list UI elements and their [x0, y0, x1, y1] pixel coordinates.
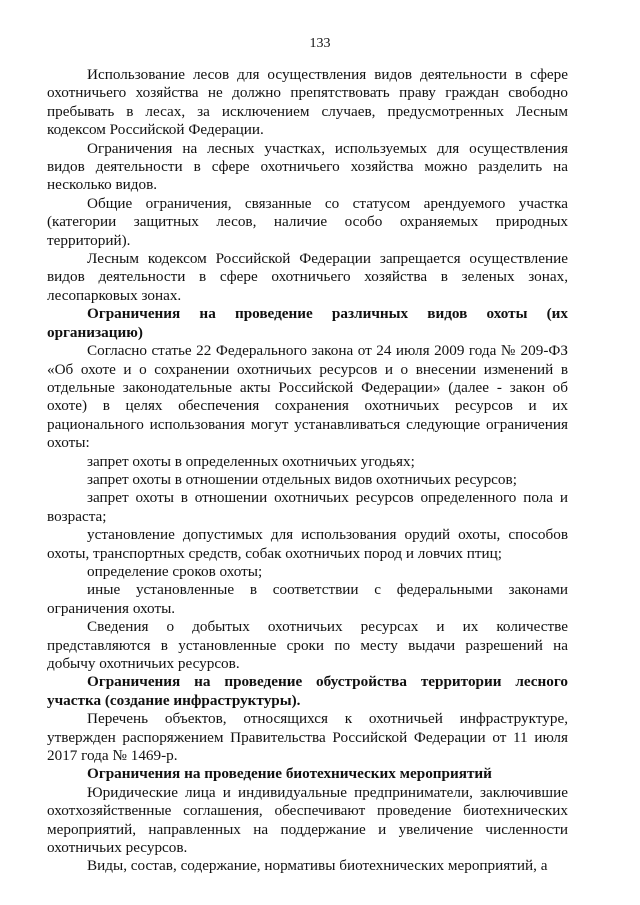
paragraph-forest-code-ban: Лесным кодексом Российской Федерации запрещается осуществление видов деятельности в сфере охотничьего хозяйства в зеленых зонах, лесопарковых зонах.	[47, 250, 568, 304]
list-item: иные установленные в соответствии с федеральными законами ограничения охоты.	[47, 581, 568, 617]
paragraph-catch-reporting: Сведения о добытых охотничьих ресурсах и их количестве представляются в установленные сроки по месту выдачи разрешений на добычу охотничьих ресурсов.	[47, 618, 568, 672]
list-item: запрет охоты в отношении отдельных видов охотничьих ресурсов;	[87, 470, 517, 488]
document-body	[47, 66, 568, 876]
page-number: 133	[309, 36, 331, 51]
list-item: запрет охоты в отношении охотничьих ресурсов определенного пола и возраста;	[47, 489, 568, 525]
paragraph-biotechnical-measures: Юридические лица и индивидуальные предприниматели, заключившие охотхозяйственные соглашения, обеспечивают проведение биотехнических мероприятий, направленных на поддержание и увеличение численности охотничьих ресурсов.	[47, 783, 568, 857]
list-item: определение сроков охоты;	[87, 562, 263, 580]
list-item: установление допустимых для использования орудий охоты, способов охоты, транспортных средств, собак охотничьих пород и ловчих птиц;	[47, 526, 568, 562]
paragraph-restrictions-types: Ограничения на лесных участках, используемых для осуществления видов деятельности в сфере охотничьего хозяйства можно разделить на несколько видов.	[47, 139, 568, 194]
paragraph-law-article-22: Согласно статье 22 Федерального закона от 24 июля 2009 года № 209-ФЗ «Об охоте и о сохранении охотничьих ресурсов и о внесении изменений в отдельные законодательные акты Российской Федерации» (далее - закон об охоте) в целях обеспечения сохранения охотничьих ресурсов и их рационального использования могут устанавливаться следующие ограничения охоты:	[47, 342, 568, 452]
list-item: запрет охоты в определенных охотничьих угодьях;	[87, 452, 415, 470]
paragraph-biotechnical-norms: Виды, состав, содержание, нормативы биотехнических мероприятий, а	[87, 857, 548, 875]
heading-hunting-restrictions: Ограничения на проведение различных видов охоты (их организацию)	[47, 305, 568, 341]
heading-biotechnical-restrictions: Ограничения на проведение биотехнических мероприятий	[87, 765, 492, 783]
paragraph-general-restrictions: Общие ограничения, связанные со статусом арендуемого участка (категории защитных лесов, наличие особо охраняемых природных территорий).	[47, 194, 568, 249]
paragraph-infrastructure-list: Перечень объектов, относящихся к охотничьей инфраструктуре, утвержден распоряжением Правительства Российской Федерации от 11 июля 2017 года № 1469-р.	[47, 710, 568, 765]
paragraph-forest-use-rights: Использование лесов для осуществления видов деятельности в сфере охотничьего хозяйства не должно препятствовать праву граждан свободно пребывать в лесах, за исключением случаев, предусмотренных Лесным кодексом Российской Федерации.	[47, 66, 568, 139]
heading-infrastructure-restrictions: Ограничения на проведение обустройства территории лесного участка (создание инфраструктуры).	[47, 673, 568, 709]
